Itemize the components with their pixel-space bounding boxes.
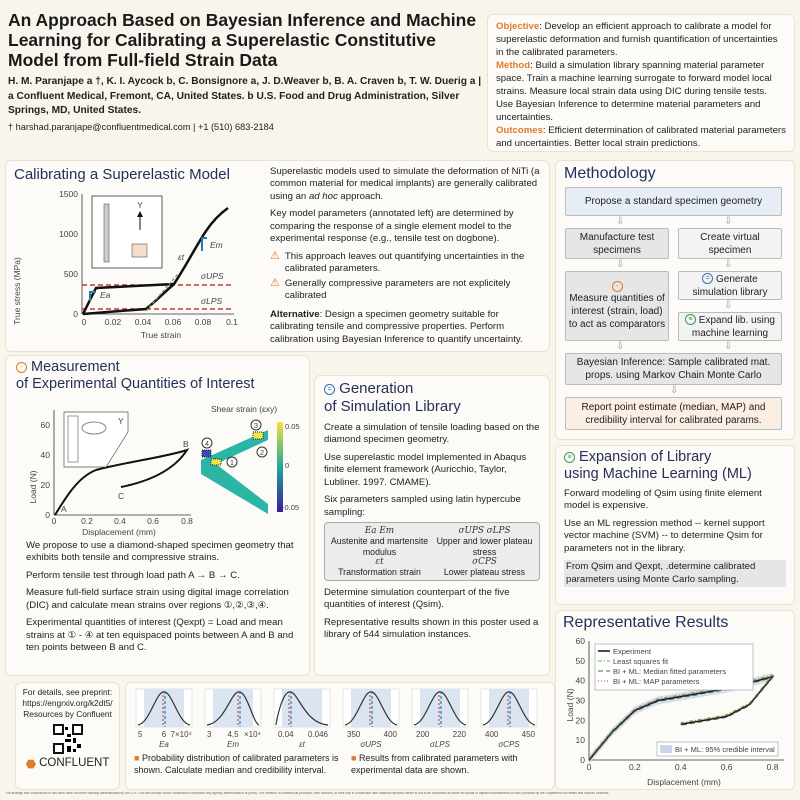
point-c-label: C [118, 491, 125, 501]
point-a-label: A [61, 504, 67, 514]
generation-badge-icon: = [702, 273, 713, 284]
y-tick: 1500 [59, 189, 78, 199]
x-tick: 0.4 [674, 762, 687, 772]
distribution-tick: 400 [485, 730, 499, 739]
colorbar-tick: -0.05 [282, 503, 300, 512]
distribution-plot [274, 689, 330, 749]
measurement-text [26, 540, 306, 660]
y-tick: 0 [45, 510, 50, 520]
generation-p4: Determine simulation counterpart of the five quantities of interest (Qsim). [324, 586, 510, 611]
objective-label: Objective [496, 21, 540, 32]
y-tick: 30 [575, 695, 585, 706]
legend-item: Experiment [613, 647, 651, 656]
warning-1: ⚠ This approach leaves out quantifying uncertainties in the calibrated parameters. [270, 249, 525, 275]
legend-item: BI + ML: Median fitted parameters [613, 667, 727, 676]
distribution-tick: 4.5 [227, 730, 239, 739]
strain-map-title: Shear strain (εxy) [211, 404, 278, 414]
outcomes-label: Outcomes [496, 125, 543, 137]
em-annotation: Em [210, 240, 223, 250]
y-tick: 60 [40, 420, 50, 430]
region-3-label: 3 [253, 421, 259, 430]
y-tick: 50 [575, 655, 585, 666]
y-axis-label: True stress (MPa) [12, 257, 22, 325]
method-label: Method [496, 60, 531, 72]
arrow-down-icon: ⇩ [616, 341, 625, 352]
load-displacement-chart [6, 402, 306, 538]
band-legend: BI + ML: 95% credible interval [675, 745, 775, 754]
expansion-p1: Forward modeling of Qsim using finite element model is expensive. [564, 487, 762, 512]
preprint-link[interactable]: https://engrxiv.org/k2dt5/ [22, 698, 113, 709]
calibrating-panel [5, 160, 550, 352]
arrow-down-icon: ⇩ [724, 300, 733, 311]
dogbone-icon [104, 204, 109, 262]
measurement-badge-icon: - [16, 362, 27, 373]
expansion-badge-icon: ≡ [685, 314, 696, 325]
expansion-title: ≡ Expansion of Library using Machine Learning (ML) [564, 449, 752, 483]
region-2-label: 2 [259, 448, 265, 457]
legend-item: Least squares fit [613, 657, 669, 666]
distributions-panel [125, 682, 555, 790]
param-cell: εt Transformation strain [338, 556, 421, 577]
x-tick: 0.8 [181, 516, 193, 526]
flow-generate: = Generate simulation library [678, 271, 782, 300]
distribution-tick: 350 [347, 730, 361, 739]
generation-p2: Use superelastic model implemented in Abaqus finite element framework (Auricchio, Taylor, Lubliner. 1997. CMAME). [324, 451, 527, 488]
param-cell: σUPS σLPS Upper and lower plateau stress [436, 526, 533, 557]
y-tick: 60 [575, 636, 585, 646]
y-tick: 0 [580, 755, 585, 765]
distribution-tick: ×10⁴ [243, 730, 261, 739]
et-annotation: εt [178, 252, 185, 262]
distribution-tick: 3 [207, 730, 212, 739]
results-panel [555, 610, 795, 790]
distribution-tick: 0.046 [307, 730, 328, 739]
arrow-down-icon: ⇩ [616, 259, 625, 270]
calibrating-title: Calibrating a Superelastic Model [14, 166, 230, 183]
x-axis-label: True strain [140, 330, 182, 340]
point-b-label: B [183, 439, 189, 449]
parameter-table [324, 522, 540, 581]
x-tick: 0 [586, 762, 592, 772]
warning-2: ⚠ Generally compressive parameters are not explicitely calibrated [270, 276, 511, 302]
y-axis-label: Load (N) [28, 470, 38, 504]
distribution-label: Ea [159, 740, 169, 749]
measurement-p3: Measure full-field surface strain using digital image correlation (DIC) and calculate mean strains over regions ①,②,③,④. [26, 587, 289, 611]
flow-propose: Propose a standard specimen geometry [565, 187, 782, 216]
x-tick: 0.1 [226, 317, 238, 327]
preprint-box [15, 682, 120, 790]
contact: † harshad.paranjape@confluentmedical.com | +1 (510) 683-2184 [8, 122, 274, 133]
generation-p3: Six parameters sampled using latin hypercube sampling: [324, 494, 521, 518]
methodology-panel [555, 160, 795, 440]
expansion-p2: Use an ML regression method -- kernel support vector machine (SVM) -- to determine Qsim for parameters not in the library. [564, 517, 765, 554]
calibrating-p2: Key model parameters (annotated left) are determined by comparing the response of a single element model to the experimental response (e.g., tensile test on dogbone). [270, 208, 514, 245]
y-tick: 40 [40, 450, 50, 460]
y-axis-label: Load (N) [565, 688, 575, 722]
distribution-plot [481, 689, 537, 749]
y-axis-arrow-label: Y [137, 200, 143, 210]
measurement-p4: Experimental quantities of interest (Qexpt) = Load and mean strains at ① - ④ at ten equispaced points between A and B and ten points between B and C. [26, 617, 294, 654]
measurement-badge-icon: - [612, 281, 623, 292]
warning-icon: ⚠ [270, 249, 280, 262]
distribution-plot [136, 689, 193, 749]
param-cell: Ea Em Austenite and martensite modulus [330, 526, 429, 557]
x-tick: 0.8 [766, 762, 779, 772]
distribution-label: σUPS [360, 740, 382, 749]
measurement-panel [5, 355, 310, 676]
distribution-tick: 7×10⁴ [170, 730, 192, 739]
x-tick: 0.06 [164, 317, 182, 327]
y-tick: 1000 [59, 229, 78, 239]
confluent-logo: ⬣ CONFLUENT [25, 756, 110, 771]
y-tick: 0 [73, 309, 78, 319]
arrow-down-icon: ⇩ [724, 216, 733, 227]
x-tick: 0 [51, 516, 57, 526]
generation-p5: Representative results shown in this poster used a library of 544 simulation instances. [324, 616, 539, 641]
distribution-label: σLPS [430, 740, 450, 749]
alternative-text: Alternative: Design a specimen geometry suitable for calibrating tensile and compressive properties. Perform calibration using Bayesian Inference to quantify uncertainty. [270, 308, 523, 345]
arrow-down-icon: ⇩ [670, 385, 679, 396]
flow-expand: ≡ Expand lib. using machine learning [678, 312, 782, 341]
distribution-tick: 5 [138, 730, 143, 739]
generation-title: = Generation of Simulation Library [324, 380, 461, 415]
colorbar-tick: 0 [285, 461, 290, 470]
distribution-plot [205, 689, 262, 749]
poster-header [8, 10, 483, 134]
param-cell: σCPS Lower plateau stress [443, 556, 526, 577]
y-tick: 20 [40, 480, 50, 490]
generation-badge-icon: = [324, 384, 335, 395]
x-tick: 0.02 [104, 317, 122, 327]
x-tick: 0 [81, 317, 87, 327]
poster-title: An Approach Based on Bayesian Inference and Machine Learning for Calibrating a Superelastic Constitutive Model from Full-field Strain Data [8, 10, 477, 71]
arrow-down-icon: ⇩ [616, 216, 625, 227]
slps-annotation: σLPS [201, 296, 223, 306]
x-tick: 0.2 [81, 516, 93, 526]
calibrating-text [270, 166, 545, 351]
results-chart [556, 633, 794, 789]
y-tick: 10 [575, 735, 585, 746]
distribution-tick: 200 [416, 730, 430, 739]
x-axis-label: Displacement (mm) [647, 777, 721, 787]
x-tick: 0.08 [194, 317, 212, 327]
flow-bayes: Bayesian Inference: Sample calibrated mat. props. using Markov Chain Monte Carlo [565, 353, 782, 385]
distribution-plot [412, 689, 468, 749]
calibrating-p1: Superelastic models used to simulate the deformation of NiTi (a common material for medical implants) are generally calibrated using an ad hoc approach. [270, 166, 540, 202]
distribution-label: Em [227, 740, 239, 749]
x-tick: 0.04 [134, 317, 152, 327]
qr-code-icon[interactable] [53, 724, 83, 754]
distribution-label: σCPS [498, 740, 520, 749]
flow-measure: - Measure quantities of interest (strain, load) to act as comparators [565, 271, 669, 341]
distribution-plots [126, 683, 556, 753]
distribution-tick: 0.04 [278, 730, 294, 739]
distribution-plot [343, 689, 399, 749]
x-axis-label: Displacement (mm) [82, 527, 156, 537]
measurement-p2: Perform tensile test through load path A → B → C. [26, 569, 240, 581]
distribution-tick: 400 [383, 730, 397, 739]
region-4-label: 4 [204, 439, 210, 448]
ea-annotation: Ea [100, 290, 111, 300]
x-tick: 0.6 [147, 516, 159, 526]
dogbone-inset [92, 196, 162, 268]
flow-virtual: Create virtual specimen [678, 228, 782, 259]
distribution-tick: 450 [521, 730, 535, 739]
y-tick: 40 [575, 675, 585, 686]
expansion-panel [555, 445, 795, 605]
y-tick: 500 [63, 269, 78, 279]
distribution-label: εt [299, 740, 305, 749]
measurement-p1: We propose to use a diamond-shaped specimen geometry that exhibits both tensile and compressive strains. [26, 540, 294, 564]
x-tick: 0.2 [628, 762, 641, 772]
y-tick: 20 [575, 715, 585, 726]
authors: H. M. Paranjape a †, K. I. Aycock b, C. Bonsignore a, J. D.Weaver b, B. A. Craven b, T. W. Duerig a | a Confluent Medical, Fremont, CA, United States. b U.S. Food and Drug Administration, Silver Springs, MD, United States. [8, 76, 482, 116]
generation-p1: Create a simulation of tensile loading based on the diamond specimen geometry. [324, 422, 540, 446]
flow-manufacture: Manufacture test specimens [565, 228, 669, 259]
method-text: : Build a simulation library spanning material parameter space. Train a machine learning surrogate to forward model local strains. Measure local strain data using DIC during tensile tests. Use Bayesian Inference to determine material parameters and uncertainties. [496, 60, 772, 124]
flow-report: Report point estimate (median, MAP) and credibility interval for calibrated params. [565, 397, 782, 430]
distribution-tick: 6 [161, 730, 167, 739]
warning-icon: ⚠ [270, 276, 280, 289]
supsl-annotation: σUPS [201, 271, 224, 281]
colorbar [277, 422, 283, 512]
arrow-down-icon: ⇩ [724, 341, 733, 352]
x-tick: 0.4 [114, 516, 126, 526]
generation-panel [314, 375, 550, 676]
measurement-title: - Measurement of Experimental Quantities of Interest [16, 359, 255, 393]
y-arrow-label: Y [118, 416, 124, 426]
colorbar-tick: 0.05 [285, 422, 300, 431]
arrow-down-icon: ⇩ [724, 259, 733, 270]
expansion-badge-icon: ≡ [564, 452, 575, 463]
footer-disclaimer: The findings and conclusions in this work have not been formally disseminated by the U.S. FDA and should not be construed to represent any agency determination or policy. The mention of commercial products, their sources, or their use in connection with material reported herein is not to be construed as either an actual or implied endorsement of such products by the Department of Health and Human Services. [5, 792, 610, 795]
resources-label: Resources by Confluent [23, 709, 112, 720]
legend-item: BI + ML: MAP parameters [613, 677, 700, 686]
x-tick: 0.6 [720, 762, 733, 772]
summary-box [487, 14, 795, 152]
results-note: ■ Results from calibrated parameters with experimental data are shown. [351, 753, 518, 775]
stress-strain-chart [6, 186, 261, 348]
region-1-label: 1 [229, 458, 235, 467]
preprint-label: For details, see preprint: [22, 687, 113, 697]
outcomes-text: : Efficient determination of calibrated material parameters and uncertainties. Better local strain predictions. [496, 125, 786, 150]
distribution-tick: 220 [452, 730, 466, 739]
expansion-p3: From Qsim and Qexpt, .determine calibrated parameters using Monte Carlo sampling. [564, 560, 786, 587]
objective-text: : Develop an efficient approach to calibrate a model for superelastic deformation and furnish quantification of uncertainties in the calibrated parameters. [496, 21, 778, 59]
cube-icon [132, 244, 147, 257]
methodology-title: Methodology [564, 165, 656, 182]
results-title: Representative Results [563, 614, 729, 631]
distribution-note: ■ Probability distribution of calibrated parameters is shown. Calculate median and credibility interval. [134, 753, 339, 775]
confluent-logo-icon: ⬣ [25, 756, 37, 771]
